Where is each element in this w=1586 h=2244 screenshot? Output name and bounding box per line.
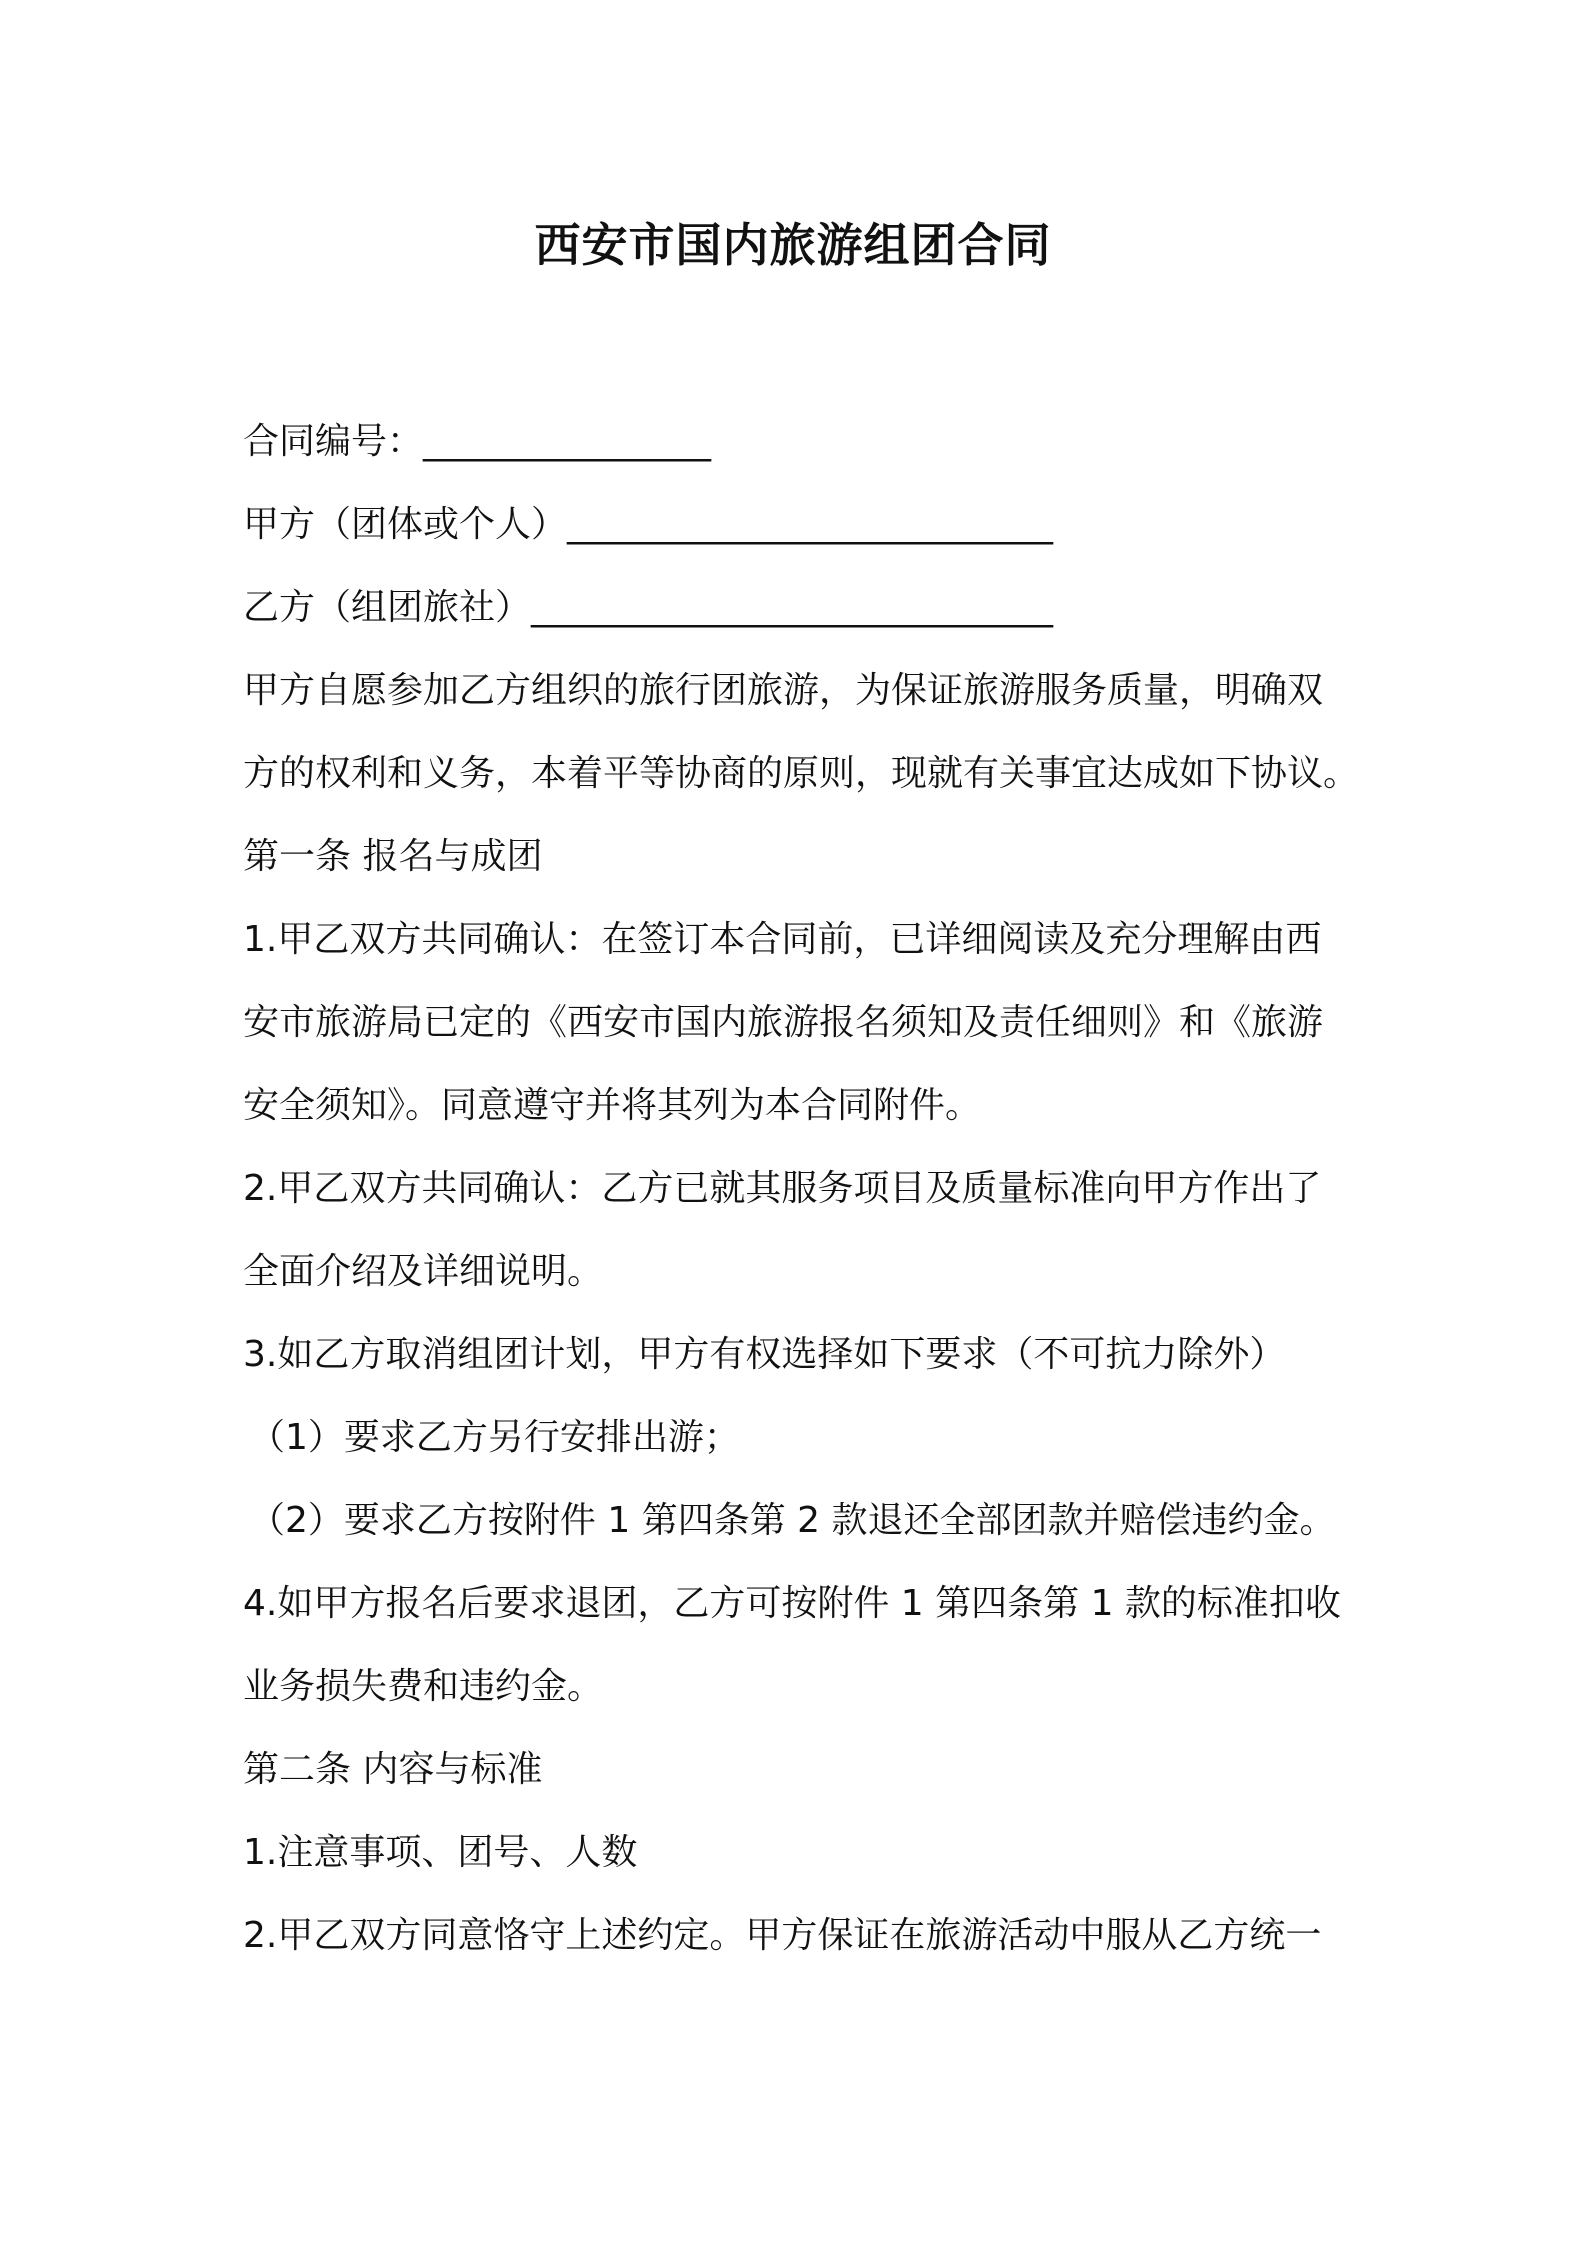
article-1-item-2-line-2: 全面介绍及详细说明。 xyxy=(243,1251,604,1292)
article-1-item-3-option-1: （1）要求乙方另行安排出游； xyxy=(249,1417,740,1458)
article-1-item-1-line-3: 安全须知》。同意遵守并将其列为本合同附件。 xyxy=(243,1085,982,1126)
article-1-heading: 第一条 报名与成团 xyxy=(243,836,543,877)
preamble-line-1: 甲方自愿参加乙方组织的旅行团旅游，为保证旅游服务质量，明确双 xyxy=(243,670,1324,711)
party-a-line: 甲方（团体或个人）___________________________ xyxy=(243,504,1054,545)
article-1-item-2-line-1: 2.甲乙双方共同确认：乙方已就其服务项目及质量标准向甲方作出了 xyxy=(243,1168,1322,1209)
document-title: 西安市国内旅游组团合同 xyxy=(534,218,1052,272)
article-2-heading: 第二条 内容与标准 xyxy=(243,1749,543,1790)
article-1-item-3-option-2: （2）要求乙方按附件 1 第四条第 2 款退还全部团款并赔偿违约金。 xyxy=(249,1500,1336,1541)
article-1-item-4-line-2: 业务损失费和违约金。 xyxy=(243,1666,604,1707)
preamble-line-2: 方的权利和义务，本着平等协商的原则，现就有关事宜达成如下协议。 xyxy=(243,753,1360,794)
contract-number-line: 合同编号：________________ xyxy=(243,421,712,462)
document-body xyxy=(243,400,1368,1977)
article-2-item-2-line-1: 2.甲乙双方同意恪守上述约定。甲方保证在旅游活动中服从乙方统一 xyxy=(243,1915,1322,1956)
article-2-item-1: 1.注意事项、团号、人数 xyxy=(243,1832,638,1873)
party-b-line: 乙方（组团旅社）_____________________________ xyxy=(243,587,1054,628)
article-1-item-1-line-2: 安市旅游局已定的《西安市国内旅游报名须知及责任细则》和《旅游 xyxy=(243,1002,1324,1043)
article-1-item-4-line-1: 4.如甲方报名后要求退团，乙方可按附件 1 第四条第 1 款的标准扣收 xyxy=(243,1583,1341,1624)
article-1-item-1-line-1: 1.甲乙双方共同确认：在签订本合同前，已详细阅读及充分理解由西 xyxy=(243,919,1322,960)
article-1-item-3: 3.如乙方取消组团计划，甲方有权选择如下要求（不可抗力除外） xyxy=(243,1334,1286,1375)
